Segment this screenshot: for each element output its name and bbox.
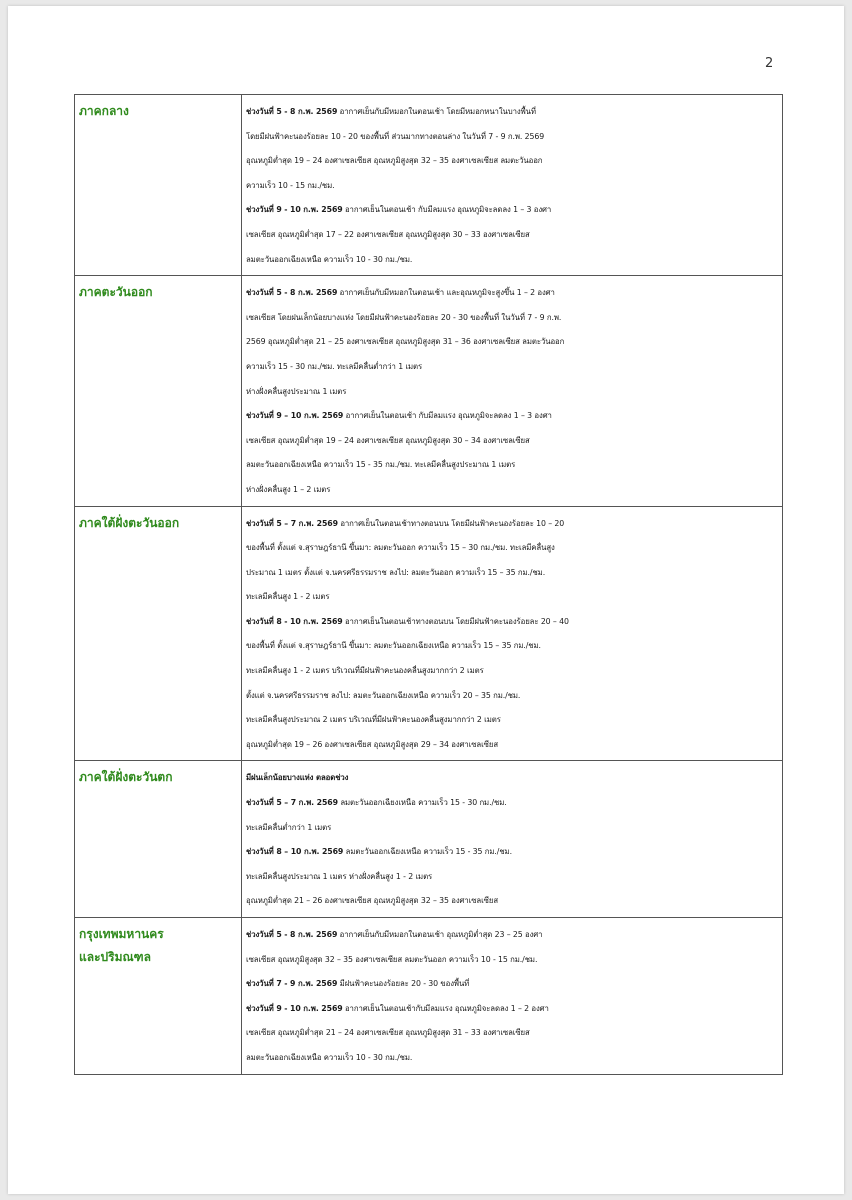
forecast-text: ทะเลมีคลื่นสูง 1 - 2 เมตร xyxy=(246,592,330,602)
forecast-text: เซลเซียส อุณหภูมิต่ำสุด 19 – 24 องศาเซลเซียส อุณหภูมิสูงสุด 30 – 34 องศาเซลเซียส xyxy=(246,435,530,445)
forecast-text: ลมตะวันออกเฉียงเหนือ ความเร็ว 15 - 35 กม./ชม. xyxy=(343,847,512,857)
forecast-text: ลมตะวันออกเฉียงเหนือ ความเร็ว 15 - 35 กม./ชม. ทะเลมีคลื่นสูงประมาณ 1 เมตร xyxy=(246,460,516,470)
forecast-line xyxy=(246,429,779,454)
region-name: ภาคใต้ฝั่งตะวันออก xyxy=(79,515,180,530)
period-label: ช่วงวันที่ 5 - 8 ก.พ. 2569 xyxy=(246,930,338,939)
forecast-line xyxy=(246,453,779,478)
forecast-detail-cell xyxy=(242,918,783,1075)
forecast-text: มีฝนฟ้าคะนองร้อยละ 20 - 30 ของพื้นที่ xyxy=(337,979,470,989)
forecast-text: ทะเลมีคลื่นสูง 1 - 2 เมตร บริเวณที่มีฝนฟ้าคะนองคลื่นสูงมากกว่า 2 เมตร xyxy=(246,666,484,676)
forecast-text: อากาศเย็นในตอนเช้าทางตอนบน โดยมีฝนฟ้าคะนองร้อยละ 10 – 20 xyxy=(337,518,565,528)
forecast-text: ลมตะวันออกเฉียงเหนือ ความเร็ว 10 - 30 กม./ชม. xyxy=(246,254,413,264)
forecast-line xyxy=(246,281,779,306)
forecast-text: ของพื้นที่ ตั้งแต่ จ.สุราษฎร์ธานี ขึ้นมา: ลมตะวันออก ความเร็ว 15 – 30 กม./ชม. ทะเลมีคลื่นสูง xyxy=(246,543,555,553)
forecast-line xyxy=(246,889,779,914)
forecast-line xyxy=(246,865,779,890)
forecast-text: อุณหภูมิต่ำสุด 21 – 26 องศาเซลเซียส อุณหภูมิสูงสุด 32 – 35 องศาเซลเซียส xyxy=(246,896,498,906)
forecast-line xyxy=(246,972,779,997)
forecast-line xyxy=(246,1046,779,1071)
forecast-text: เซลเซียส อุณหภูมิต่ำสุด 21 – 24 องศาเซลเซียส อุณหภูมิสูงสุด 31 – 33 องศาเซลเซียส xyxy=(246,1028,530,1038)
forecast-text: เซลเซียส อุณหภูมิสูงสุด 32 – 35 องศาเซลเซียส ลมตะวันออก ความเร็ว 10 - 15 กม./ชม. xyxy=(246,954,538,964)
forecast-line xyxy=(246,610,779,635)
forecast-line xyxy=(246,100,779,125)
forecast-detail-cell xyxy=(242,506,783,761)
region-name-cell xyxy=(75,276,242,506)
forecast-text: ห่างฝั่งคลื่นสูงประมาณ 1 เมตร xyxy=(246,386,347,396)
period-label: ช่วงวันที่ 7 - 9 ก.พ. 2569 xyxy=(246,979,338,989)
forecast-text: ประมาณ 1 เมตร ตั้งแต่ จ.นครศรีธรรมราช ลงไป: ลมตะวันออก ความเร็ว 15 – 35 กม./ชม. xyxy=(246,567,546,577)
forecast-text: อุณหภูมิต่ำสุด 19 – 26 องศาเซลเซียส อุณหภูมิสูงสุด 29 – 34 องศาเซลเซียส xyxy=(246,739,498,749)
forecast-line xyxy=(246,634,779,659)
forecast-text: 2569 อุณหภูมิต่ำสุด 21 – 25 องศาเซลเซียส อุณหภูมิสูงสุด 31 – 36 องศาเซลเซียส ลมตะวันออก xyxy=(246,337,565,347)
period-label: ช่วงวันที่ 8 - 10 ก.พ. 2569 xyxy=(246,616,343,626)
forecast-line xyxy=(246,355,779,380)
forecast-table xyxy=(74,94,783,1075)
region-name-cell xyxy=(75,506,242,761)
period-label: ช่วงวันที่ 9 – 10 ก.พ. 2569 xyxy=(246,411,344,421)
table-row xyxy=(75,761,783,918)
region-name: กรุงเทพมหานคร xyxy=(79,927,164,941)
forecast-detail-cell xyxy=(242,761,783,918)
forecast-line xyxy=(246,840,779,865)
forecast-line xyxy=(246,125,779,150)
forecast-line xyxy=(246,791,779,816)
table-row xyxy=(75,918,783,1075)
forecast-text: อุณหภูมิต่ำสุด 19 – 24 องศาเซลเซียส อุณหภูมิสูงสุด 32 – 35 องศาเซลเซียส ลมตะวันออก xyxy=(246,156,543,166)
forecast-text: ความเร็ว 15 - 30 กม./ชม. ทะเลมีคลื่นต่ำกว่า 1 เมตร xyxy=(246,361,423,371)
forecast-line xyxy=(246,816,779,841)
period-label: ช่วงวันที่ 5 – 7 ก.พ. 2569 xyxy=(246,518,338,528)
forecast-text: โดยมีฝนฟ้าคะนองร้อยละ 10 - 20 ของพื้นที่ ส่วนมากทางตอนล่าง ในวันที่ 7 - 9 ก.พ. 2569 xyxy=(246,131,545,141)
forecast-text: อากาศเย็นกับมีหมอกในตอนเช้า โดยมีหมอกหนาในบางพื้นที่ xyxy=(337,107,536,116)
forecast-text: ลมตะวันออกเฉียงเหนือ ความเร็ว 15 - 30 กม./ชม. xyxy=(337,798,507,808)
forecast-text: ความเร็ว 10 - 15 กม./ชม. xyxy=(246,180,335,190)
forecast-line xyxy=(246,512,779,537)
forecast-text: ห่างฝั่งคลื่นสูง 1 – 2 เมตร xyxy=(246,484,331,494)
forecast-text: อากาศเย็นในตอนเช้าทางตอนบน โดยมีฝนฟ้าคะนองร้อยละ 20 – 40 xyxy=(342,616,569,626)
period-label: ช่วงวันที่ 5 - 8 ก.พ. 2569 xyxy=(246,107,338,116)
region-name: ภาคกลาง xyxy=(79,104,129,118)
forecast-line xyxy=(246,306,779,331)
forecast-line xyxy=(246,478,779,503)
forecast-text: เซลเซียส อุณหภูมิต่ำสุด 17 – 22 องศาเซลเซียส อุณหภูมิสูงสุด 30 – 33 องศาเซลเซียส xyxy=(246,229,530,239)
forecast-text: อากาศเย็นกับมีหมอกในตอนเช้า และอุณหภูมิจะสูงขึ้น 1 – 2 องศา xyxy=(337,288,555,298)
region-name-cell xyxy=(75,918,242,1075)
forecast-line xyxy=(246,1021,779,1046)
forecast-line xyxy=(246,248,779,273)
forecast-text: อากาศเย็นในตอนเช้า กับมีลมแรง อุณหภูมิจะลดลง 1 – 3 องศา xyxy=(342,205,552,215)
forecast-line xyxy=(246,923,779,948)
page-number: 2 xyxy=(765,56,774,71)
document-page xyxy=(8,6,844,1194)
region-name: ภาคตะวันออก xyxy=(79,285,153,300)
forecast-text: อากาศเย็นในตอนเช้ากับมีลมแรง อุณหภูมิจะลดลง 1 – 2 องศา xyxy=(342,1003,549,1013)
period-label: มีฝนเล็กน้อยบางแห่ง ตลอดช่วง xyxy=(246,773,349,783)
forecast-line xyxy=(246,330,779,355)
forecast-line xyxy=(246,684,779,709)
period-label: ช่วงวันที่ 9 - 10 ก.พ. 2569 xyxy=(246,1003,343,1013)
forecast-text: ทะเลมีคลื่นสูงประมาณ 1 เมตร ห่างฝั่งคลื่นสูง 1 - 2 เมตร xyxy=(246,871,433,881)
forecast-line xyxy=(246,174,779,199)
forecast-line xyxy=(246,733,779,758)
table-row xyxy=(75,506,783,761)
region-name: ภาคใต้ฝั่งตะวันตก xyxy=(79,770,173,785)
forecast-line xyxy=(246,198,779,223)
forecast-text: ลมตะวันออกเฉียงเหนือ ความเร็ว 10 - 30 กม./ชม. xyxy=(246,1052,413,1062)
forecast-text: ทะเลมีคลื่นสูงประมาณ 2 เมตร บริเวณที่มีฝนฟ้าคะนองคลื่นสูงมากกว่า 2 เมตร xyxy=(246,715,501,725)
forecast-detail-cell xyxy=(242,276,783,506)
forecast-line xyxy=(246,536,779,561)
forecast-line xyxy=(246,404,779,429)
period-label: ช่วงวันที่ 8 – 10 ก.พ. 2569 xyxy=(246,847,344,857)
region-name-cell xyxy=(75,761,242,918)
forecast-line xyxy=(246,561,779,586)
table-row xyxy=(75,95,783,276)
forecast-line xyxy=(246,380,779,405)
forecast-line xyxy=(246,766,779,791)
forecast-text: ทะเลมีคลื่นต่ำกว่า 1 เมตร xyxy=(246,822,332,832)
forecast-line xyxy=(246,659,779,684)
forecast-line xyxy=(246,708,779,733)
forecast-text: อากาศเย็นกับมีหมอกในตอนเช้า อุณหภูมิต่ำสุด 23 – 25 องศา xyxy=(337,930,543,939)
forecast-text: เซลเซียส โดยฝนเล็กน้อยบางแห่ง โดยมีฝนฟ้าคะนองร้อยละ 20 - 30 ของพื้นที่ ในวันที่ 7 - 9 ก.พ. xyxy=(246,312,562,322)
region-name-cell xyxy=(75,95,242,276)
period-label: ช่วงวันที่ 5 – 7 ก.พ. 2569 xyxy=(246,798,338,808)
period-label: ช่วงวันที่ 9 - 10 ก.พ. 2569 xyxy=(246,205,343,215)
period-label: ช่วงวันที่ 5 - 8 ก.พ. 2569 xyxy=(246,288,338,298)
table-row xyxy=(75,276,783,506)
forecast-text: ตั้งแต่ จ.นครศรีธรรมราช ลงไป: ลมตะวันออกเฉียงเหนือ ความเร็ว 20 – 35 กม./ชม. xyxy=(246,690,521,700)
forecast-line xyxy=(246,948,779,973)
forecast-line xyxy=(246,223,779,248)
forecast-detail-cell xyxy=(242,95,783,276)
region-name: และปริมณฑล xyxy=(79,950,151,964)
forecast-line xyxy=(246,149,779,174)
forecast-line xyxy=(246,585,779,610)
forecast-text: ของพื้นที่ ตั้งแต่ จ.สุราษฎร์ธานี ขึ้นมา: ลมตะวันออกเฉียงเหนือ ความเร็ว 15 – 35 กม./ชม. xyxy=(246,641,541,651)
forecast-text: อากาศเย็นในตอนเช้า กับมีลมแรง อุณหภูมิจะลดลง 1 – 3 องศา xyxy=(343,411,552,421)
forecast-line xyxy=(246,997,779,1022)
